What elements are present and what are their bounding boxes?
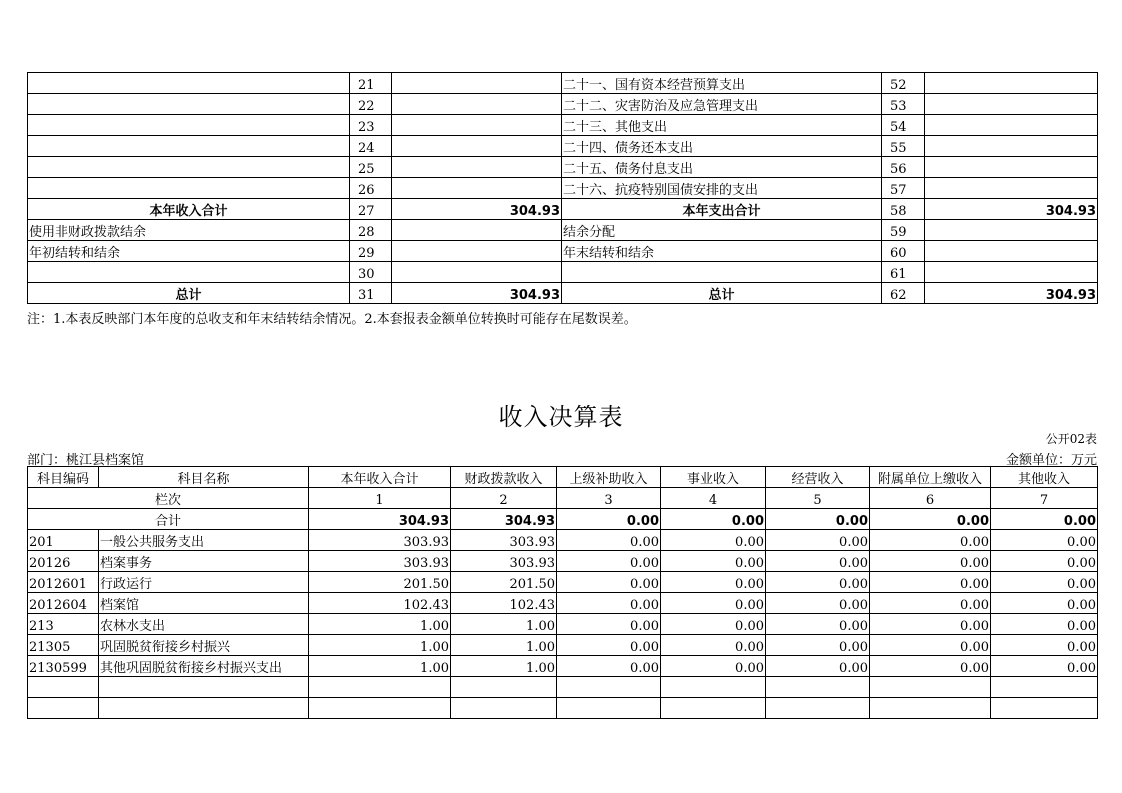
amount-cell: 303.93 [309,551,451,572]
income-line-number: 31 [350,283,392,304]
summary-row [28,115,1098,136]
total-value: 0.00 [991,509,1098,530]
empty-cell [99,698,309,719]
empty-cell [309,677,451,698]
amount-cell: 1.00 [451,635,557,656]
amount-cell: 0.00 [557,530,661,551]
empty-cell [991,698,1098,719]
total-value: 0.00 [766,509,870,530]
expense-line-number: 52 [882,73,925,94]
amount-cell: 0.00 [661,635,766,656]
expense-line-number: 61 [882,262,925,283]
amount-cell: 303.93 [309,530,451,551]
page-title: 收入决算表 [498,403,624,431]
subject-code: 2012601 [28,572,99,593]
income-amount [392,94,562,115]
subject-name: 档案馆 [99,593,309,614]
expense-line-number: 54 [882,115,925,136]
income-amount [392,157,562,178]
header-business: 事业收入 [661,467,766,488]
empty-cell [766,698,870,719]
total-row [28,509,1098,530]
blank-row [28,698,1098,719]
column-index: 3 [557,488,661,509]
amount-cell: 0.00 [557,635,661,656]
subject-code: 213 [28,614,99,635]
amount-cell: 0.00 [870,572,991,593]
amount-cell: 0.00 [766,530,870,551]
empty-cell [661,698,766,719]
header-code: 科目编码 [28,467,99,488]
expense-item-label [562,262,882,283]
amount-cell: 0.00 [557,593,661,614]
expense-amount: 304.93 [925,199,1098,220]
subject-name: 其他巩固脱贫衔接乡村振兴支出 [99,656,309,677]
income-amount [392,115,562,136]
income-line-number: 23 [350,115,392,136]
empty-cell [870,677,991,698]
amount-cell: 1.00 [451,656,557,677]
empty-cell [557,677,661,698]
income-line-number: 21 [350,73,392,94]
summary-row [28,157,1098,178]
empty-cell [661,677,766,698]
header-fiscal: 财政拨款收入 [451,467,557,488]
summary-row [28,73,1098,94]
amount-cell: 102.43 [451,593,557,614]
table-note: 注：1.本表反映部门本年度的总收支和年末结转结余情况。2.本套报表金额单位转换时可能存在尾数误差。 [27,312,637,327]
amount-cell: 0.00 [991,614,1098,635]
amount-cell: 0.00 [766,656,870,677]
empty-cell [451,698,557,719]
total-value: 304.93 [451,509,557,530]
column-index: 4 [661,488,766,509]
amount-cell: 102.43 [309,593,451,614]
table-row [28,593,1098,614]
expense-line-number: 60 [882,241,925,262]
summary-table [27,72,1098,304]
expense-line-number: 55 [882,136,925,157]
expense-line-number: 56 [882,157,925,178]
amount-cell: 1.00 [309,614,451,635]
income-amount [392,241,562,262]
table-row [28,656,1098,677]
income-item-label [28,262,350,283]
empty-cell [557,698,661,719]
income-item-label: 年初结转和结余 [28,241,350,262]
amount-cell: 0.00 [870,656,991,677]
amount-cell: 0.00 [870,614,991,635]
column-index-row [28,488,1098,509]
amount-cell: 0.00 [557,551,661,572]
income-table [27,466,1098,719]
amount-cell: 0.00 [661,572,766,593]
column-index-label: 栏次 [28,488,309,509]
expense-item-label: 二十六、抗疫特别国债安排的支出 [562,178,882,199]
amount-cell: 0.00 [661,551,766,572]
expense-amount [925,94,1098,115]
income-item-label [28,157,350,178]
subject-code: 20126 [28,551,99,572]
amount-cell: 0.00 [557,614,661,635]
expense-line-number: 59 [882,220,925,241]
income-line-number: 30 [350,262,392,283]
income-amount [392,178,562,199]
subject-name: 一般公共服务支出 [99,530,309,551]
income-line-number: 24 [350,136,392,157]
subject-name: 农林水支出 [99,614,309,635]
summary-row [28,262,1098,283]
amount-cell: 303.93 [451,551,557,572]
blank-row [28,677,1098,698]
empty-cell [870,698,991,719]
summary-row [28,136,1098,157]
subject-code: 2130599 [28,656,99,677]
expense-line-number: 57 [882,178,925,199]
expense-amount [925,136,1098,157]
expense-amount [925,241,1098,262]
income-amount [392,262,562,283]
expense-amount [925,262,1098,283]
amount-cell: 0.00 [991,593,1098,614]
expense-line-number: 53 [882,94,925,115]
amount-cell: 0.00 [870,530,991,551]
subject-name: 档案事务 [99,551,309,572]
expense-item-label: 本年支出合计 [562,199,882,220]
empty-cell [451,677,557,698]
expense-amount [925,157,1098,178]
income-item-label [28,115,350,136]
amount-cell: 0.00 [870,635,991,656]
income-item-label [28,73,350,94]
empty-cell [991,677,1098,698]
amount-cell: 1.00 [451,614,557,635]
total-value: 0.00 [870,509,991,530]
amount-cell: 0.00 [766,635,870,656]
income-amount: 304.93 [392,283,562,304]
amount-cell: 0.00 [661,593,766,614]
amount-cell: 0.00 [661,614,766,635]
amount-cell: 0.00 [557,656,661,677]
income-item-label: 总计 [28,283,350,304]
amount-cell: 0.00 [870,593,991,614]
expense-line-number: 62 [882,283,925,304]
expense-item-label: 总计 [562,283,882,304]
expense-amount [925,178,1098,199]
column-index: 5 [766,488,870,509]
summary-row [28,283,1098,304]
expense-amount [925,115,1098,136]
expense-item-label: 结余分配 [562,220,882,241]
income-line-number: 26 [350,178,392,199]
summary-row [28,199,1098,220]
table-row [28,635,1098,656]
subject-code: 2012604 [28,593,99,614]
amount-cell: 0.00 [661,530,766,551]
empty-cell [99,677,309,698]
amount-cell: 0.00 [991,530,1098,551]
summary-row [28,241,1098,262]
header-other: 其他收入 [991,467,1098,488]
header-affiliated: 附属单位上缴收入 [870,467,991,488]
amount-unit-label: 金额单位：万元 [1005,453,1097,468]
column-index: 1 [309,488,451,509]
expense-amount: 304.93 [925,283,1098,304]
income-amount [392,220,562,241]
income-item-label: 本年收入合计 [28,199,350,220]
amount-cell: 1.00 [309,635,451,656]
subject-name: 行政运行 [99,572,309,593]
amount-cell: 1.00 [309,656,451,677]
income-item-label: 使用非财政拨款结余 [28,220,350,241]
amount-cell: 0.00 [766,551,870,572]
amount-cell: 0.00 [557,572,661,593]
income-line-number: 28 [350,220,392,241]
empty-cell [309,698,451,719]
income-line-number: 22 [350,94,392,115]
income-amount [392,136,562,157]
total-value: 0.00 [557,509,661,530]
amount-cell: 201.50 [451,572,557,593]
amount-cell: 0.00 [766,614,870,635]
expense-line-number: 58 [882,199,925,220]
amount-cell: 0.00 [991,635,1098,656]
income-line-number: 27 [350,199,392,220]
department-label: 部门：桃江县档案馆 [27,453,145,468]
amount-cell: 201.50 [309,572,451,593]
subject-code: 21305 [28,635,99,656]
expense-item-label: 二十一、国有资本经营预算支出 [562,73,882,94]
amount-cell: 0.00 [991,551,1098,572]
column-index: 6 [870,488,991,509]
amount-cell: 303.93 [451,530,557,551]
total-label: 合计 [28,509,309,530]
income-line-number: 29 [350,241,392,262]
summary-row [28,178,1098,199]
expense-item-label: 二十五、债务付息支出 [562,157,882,178]
amount-cell: 0.00 [870,551,991,572]
amount-cell: 0.00 [766,593,870,614]
expense-item-label: 二十四、债务还本支出 [562,136,882,157]
amount-cell: 0.00 [766,572,870,593]
total-value: 304.93 [309,509,451,530]
total-value: 0.00 [661,509,766,530]
income-item-label [28,178,350,199]
header-total-income: 本年收入合计 [309,467,451,488]
header-superior-subsidy: 上级补助收入 [557,467,661,488]
subject-code: 201 [28,530,99,551]
header-operating: 经营收入 [766,467,870,488]
table-row [28,551,1098,572]
empty-cell [28,677,99,698]
expense-item-label: 年末结转和结余 [562,241,882,262]
header-name: 科目名称 [99,467,309,488]
income-amount [392,73,562,94]
summary-row [28,94,1098,115]
expense-amount [925,220,1098,241]
form-number: 公开02表 [1045,432,1097,446]
income-amount: 304.93 [392,199,562,220]
summary-row [28,220,1098,241]
empty-cell [28,698,99,719]
amount-cell: 0.00 [991,656,1098,677]
header-row [28,467,1098,488]
income-item-label [28,136,350,157]
income-item-label [28,94,350,115]
column-index: 2 [451,488,557,509]
expense-amount [925,73,1098,94]
income-line-number: 25 [350,157,392,178]
amount-cell: 0.00 [991,572,1098,593]
expense-item-label: 二十三、其他支出 [562,115,882,136]
empty-cell [766,677,870,698]
table-row [28,614,1098,635]
subject-name: 巩固脱贫衔接乡村振兴 [99,635,309,656]
column-index: 7 [991,488,1098,509]
amount-cell: 0.00 [661,656,766,677]
expense-item-label: 二十二、灾害防治及应急管理支出 [562,94,882,115]
table-row [28,572,1098,593]
table-row [28,530,1098,551]
